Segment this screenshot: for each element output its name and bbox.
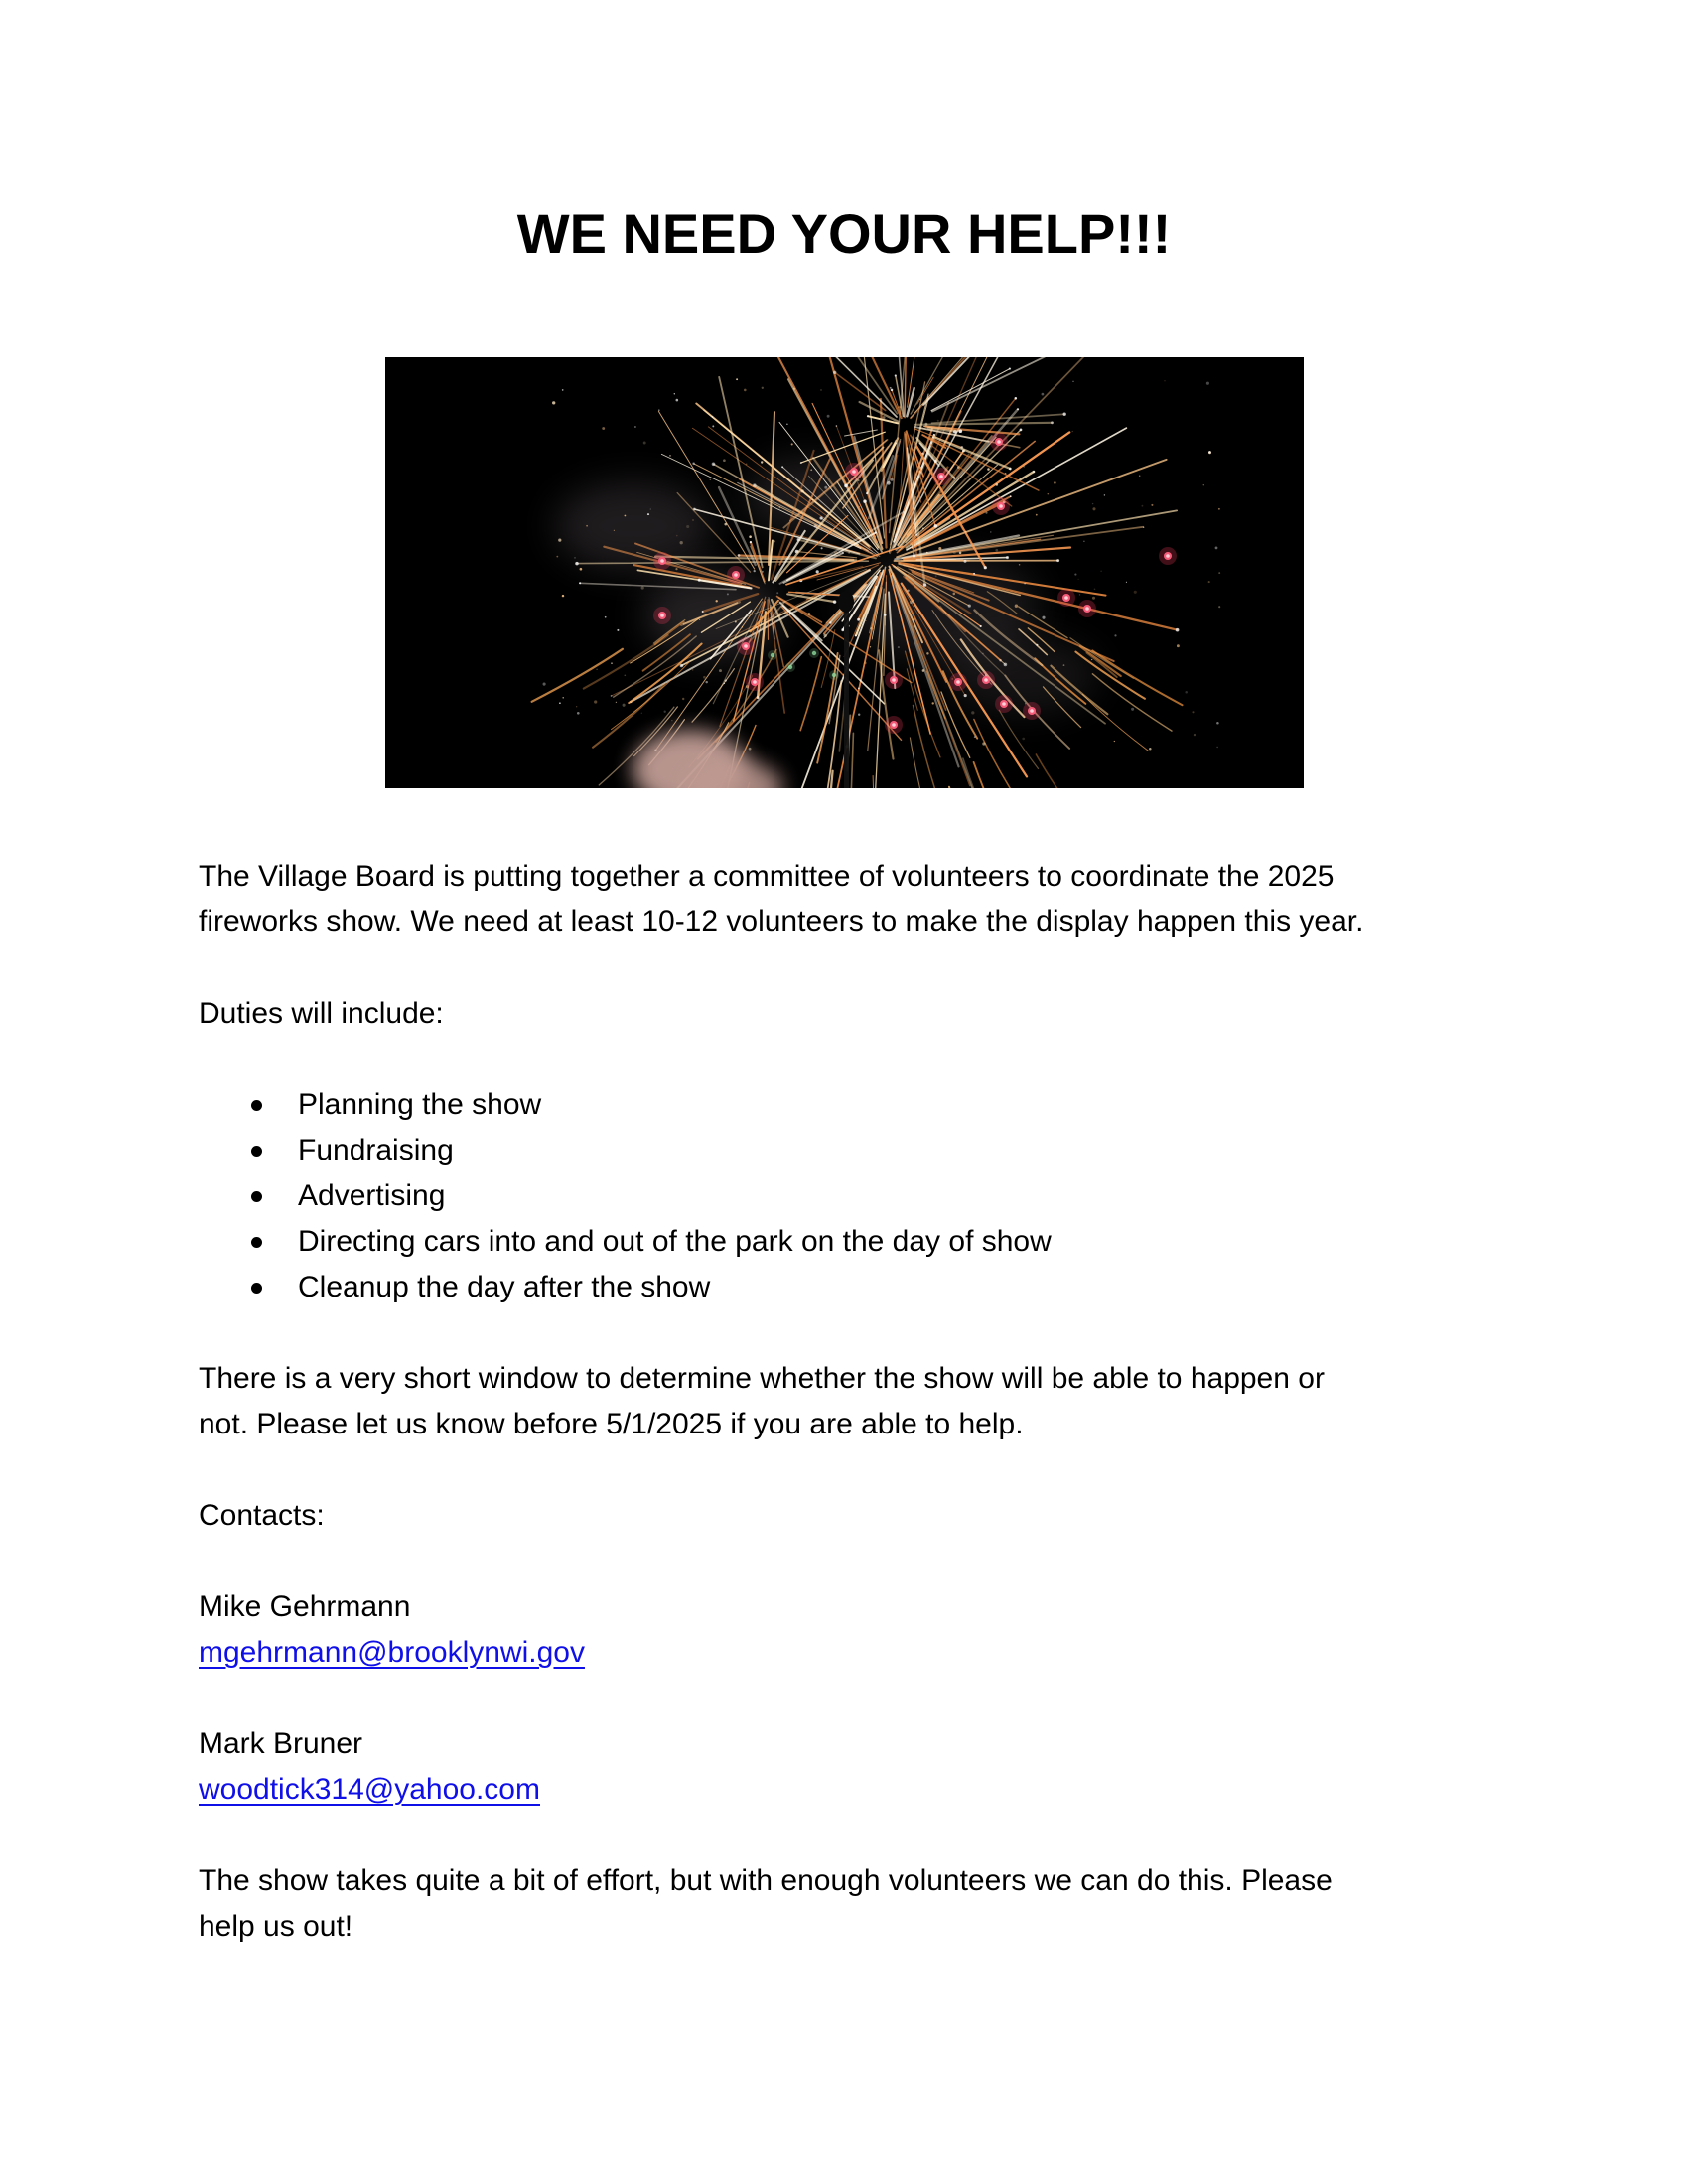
document-body xyxy=(199,854,1509,1950)
list-item xyxy=(199,1082,1509,1128)
list-item xyxy=(199,1128,1509,1173)
bullet-icon xyxy=(251,1283,262,1294)
blank-line xyxy=(199,1447,1509,1493)
page-title: WE NEED YOUR HELP!!! xyxy=(516,203,1172,265)
blank-line xyxy=(199,945,1509,991)
blank-line xyxy=(199,1310,1509,1356)
bullet-icon xyxy=(251,1191,262,1202)
list-item-label: Cleanup the day after the show xyxy=(298,1271,711,1303)
contact-name: Mark Bruner xyxy=(199,1727,363,1760)
list-item-label: Advertising xyxy=(298,1179,446,1212)
fireworks-photo xyxy=(385,357,1304,788)
paragraph-line: not. Please let us know before 5/1/2025 if you are able to help. xyxy=(199,1408,1024,1440)
contact-block xyxy=(199,1721,1509,1858)
closing-paragraph xyxy=(199,1858,1509,1950)
email-link[interactable]: mgehrmann@brooklynwi.gov xyxy=(199,1636,585,1669)
paragraph-line: There is a very short window to determine whether the show will be able to happen or xyxy=(199,1362,1325,1395)
intro-paragraph xyxy=(199,854,1509,945)
list-item-label: Planning the show xyxy=(298,1088,542,1121)
contact-block xyxy=(199,1584,1509,1721)
email-link[interactable]: woodtick314@yahoo.com xyxy=(199,1773,540,1806)
window-paragraph xyxy=(199,1356,1509,1447)
contacts-heading: Contacts: xyxy=(199,1499,325,1532)
blank-line xyxy=(199,1813,1509,1858)
paragraph-line: The Village Board is putting together a committee of volunteers to coordinate the 2025 xyxy=(199,860,1335,892)
fireworks-image xyxy=(385,357,1304,788)
duties-list xyxy=(199,1082,1509,1310)
list-item xyxy=(199,1265,1509,1310)
blank-line xyxy=(199,1539,1509,1584)
paragraph-line: help us out! xyxy=(199,1910,353,1943)
blank-line xyxy=(199,1036,1509,1082)
contact-name: Mike Gehrmann xyxy=(199,1590,411,1623)
bullet-icon xyxy=(251,1100,262,1111)
duties-heading: Duties will include: xyxy=(199,997,444,1029)
bullet-icon xyxy=(251,1146,262,1157)
list-item xyxy=(199,1173,1509,1219)
paragraph-line: fireworks show. We need at least 10-12 volunteers to make the display happen this year. xyxy=(199,905,1364,938)
list-item xyxy=(199,1219,1509,1265)
blank-line xyxy=(199,1676,1509,1721)
list-item-label: Directing cars into and out of the park on the day of show xyxy=(298,1225,1052,1258)
paragraph-line: The show takes quite a bit of effort, but with enough volunteers we can do this. Please xyxy=(199,1864,1333,1897)
contacts-list xyxy=(199,1584,1509,1858)
bullet-icon xyxy=(251,1237,262,1248)
list-item-label: Fundraising xyxy=(298,1134,454,1166)
